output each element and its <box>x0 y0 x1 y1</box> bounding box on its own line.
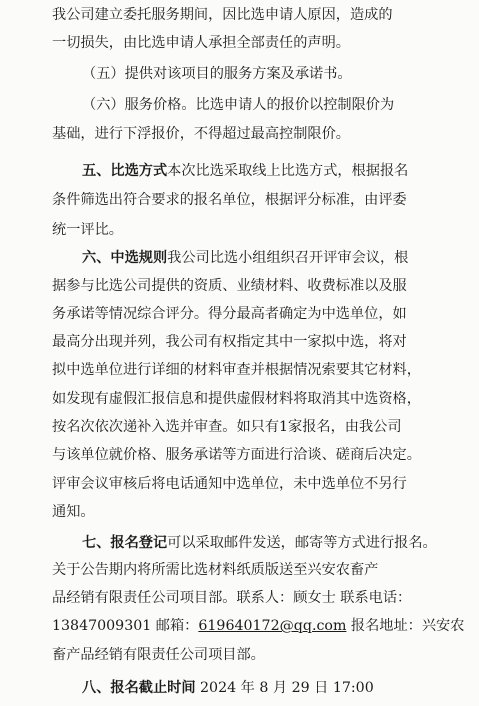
section-8-line: 八、报名截止时间 2024 年 8 月 29 日 17:00 <box>82 680 374 696</box>
text-line: 我公司建立委托服务期间，因比选申请人原因，造成的 <box>52 7 393 23</box>
text-line: 按名次依次递补入选并审查。如只有1家报名，由我公司 <box>52 419 402 435</box>
section-7-line: 七、报名登记可以采取邮件发送，邮寄等方式进行报名。 <box>82 535 437 551</box>
text-line: （五）提供对该项目的服务方案及承诺书。 <box>82 66 352 82</box>
section-heading: 六、中选规则 <box>82 250 168 266</box>
text-line: 务承诺等情况综合评分。得分最高者确定为中选单位，如 <box>52 306 407 322</box>
text-line: 统一评比。 <box>52 222 123 238</box>
text-line: 最高分出现并列，我公司有权指定其中一家拟中选，将对 <box>52 334 407 350</box>
text-line: （六）服务价格。比选申请人的报价以控制限价为 <box>82 97 395 113</box>
text-line: 据参与比选公司提供的资质、业绩材料、收费标准以及服 <box>52 278 407 294</box>
section-heading: 五、比选方式 <box>82 163 168 179</box>
section-5-line: 五、比选方式本次比选采取线上比选方式，根据报名 <box>82 163 409 179</box>
text-line: 畜产品经销有限责任公司项目部。 <box>52 647 265 663</box>
text-line: 如发现有虚假汇报信息和提供虚假材料将取消其中选资格， <box>52 391 421 407</box>
text-line: 拟中选单位进行详细的材料审查并根据情况索要其它材料， <box>52 362 421 378</box>
text-line: 品经销有限责任公司项目部。联系人：顾女士 联系电话： <box>52 590 412 606</box>
section-heading: 八、报名截止时间 <box>82 680 196 696</box>
section-6-line: 六、中选规则我公司比选小组组织召开评审会议，根 <box>82 250 409 266</box>
section-heading: 七、报名登记 <box>82 535 168 551</box>
text-line: 条件筛选出符合要求的报名单位，根据评分标准，由评委 <box>52 192 407 208</box>
text-line: 与该单位就价格、服务承诺等方面进行洽谈、磋商后决定。 <box>52 447 421 463</box>
email-link[interactable]: 619640172@qq.com <box>198 618 347 634</box>
text-line: 评审会议审核后将电话通知中选单位，未中选单位不另行 <box>52 476 407 492</box>
text-line: 一切损失，由比选申请人承担全部责任的声明。 <box>52 35 350 51</box>
text-line: 通知。 <box>52 504 95 520</box>
text-line: 基础，进行下浮报价，不得超过最高控制限价。 <box>52 126 350 142</box>
text-line: 关于公告期内将所需比选材料纸质版送至兴安农畜产 <box>52 562 379 578</box>
contact-line: 13847009301 邮箱：619640172@qq.com 报名地址：兴安农 <box>52 618 465 634</box>
